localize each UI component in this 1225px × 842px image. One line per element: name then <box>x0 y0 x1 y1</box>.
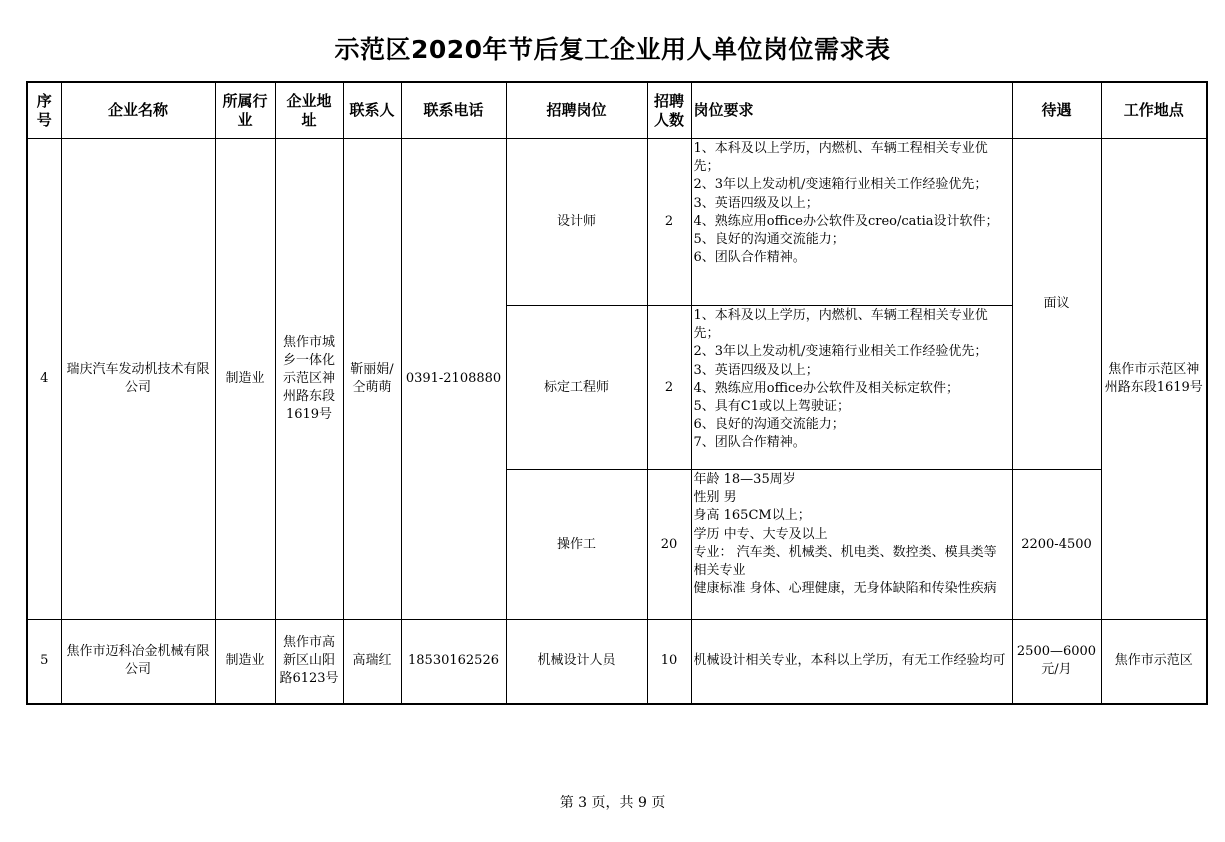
position-count: 2 <box>647 306 691 470</box>
header-company-name: 企业名称 <box>61 82 215 139</box>
header-row <box>27 82 1207 139</box>
header-industry: 所属行 业 <box>215 82 275 139</box>
header-location: 工作地点 <box>1101 82 1207 139</box>
requirement-line: 5、良好的沟通交流能力； <box>693 232 845 248</box>
requirement-line: 性别 男 <box>693 490 737 506</box>
phone: 18530162526 <box>401 620 506 704</box>
industry: 制造业 <box>215 620 275 704</box>
position-title: 设计师 <box>506 139 647 306</box>
table-row <box>27 139 1207 306</box>
position-requirements <box>691 470 1012 620</box>
treatment: 2500—6000元/月 <box>1012 620 1101 704</box>
table-row <box>27 620 1207 704</box>
requirement-line: 年龄 18—35周岁 <box>693 472 796 487</box>
treatment: 面议 <box>1012 139 1101 470</box>
position-requirements <box>691 306 1012 470</box>
row-no: 4 <box>27 139 61 620</box>
address: 焦作市高新区山阳路6123号 <box>275 620 343 704</box>
requirement-line: 学历 中专、大专及以上 <box>693 526 828 542</box>
row-no: 5 <box>27 620 61 704</box>
position-title: 操作工 <box>506 470 647 620</box>
requirement-line: 2、3年以上发动机/变速箱行业相关工作经验优先； <box>693 177 988 193</box>
phone: 0391-2108880 <box>401 139 506 620</box>
position-count: 2 <box>647 139 691 306</box>
address: 焦作市城乡一体化示范区神州路东段1619号 <box>275 139 343 620</box>
requirement-line: 4、熟练应用office办公软件及creo/catia设计软件； <box>693 213 999 229</box>
work-location: 焦作市示范区神州路东段1619号 <box>1101 139 1207 620</box>
requirement-line: 4、熟练应用office办公软件及相关标定软件； <box>693 380 959 396</box>
header-treatment: 待遇 <box>1012 82 1101 139</box>
page-title: 示范区2020年节后复工企业用人单位岗位需求表 <box>334 35 891 64</box>
header-requirements: 岗位要求 <box>691 82 1012 139</box>
requirement-line: 机械设计相关专业，本科以上学历，有无工作经验均可 <box>693 653 1006 669</box>
contact: 高瑞红 <box>343 620 401 704</box>
work-location: 焦作市示范区 <box>1101 620 1207 704</box>
position-count: 10 <box>647 620 691 704</box>
position-count: 20 <box>647 470 691 620</box>
contact: 靳丽娟/仝萌萌 <box>343 139 401 620</box>
header-phone: 联系电话 <box>401 82 506 139</box>
job-demand-table <box>26 81 1208 705</box>
industry: 制造业 <box>215 139 275 620</box>
treatment: 2200-4500 <box>1012 470 1101 620</box>
requirement-line: 7、团队合作精神。 <box>693 435 806 451</box>
header-no: 序号 <box>27 82 61 139</box>
requirement-line: 健康标准 身体、心理健康，无身体缺陷和传染性疾病 <box>693 581 997 597</box>
requirement-line: 身高 165CM以上； <box>693 508 811 524</box>
requirement-line: 5、具有C1或以上驾驶证； <box>693 399 850 415</box>
header-count: 招聘 人数 <box>647 82 691 139</box>
requirement-line: 6、良好的沟通交流能力； <box>693 417 845 433</box>
header-address: 企业地 址 <box>275 82 343 139</box>
position-title: 机械设计人员 <box>506 620 647 704</box>
requirement-line: 专业： 汽车类、机械类、机电类、数控类、模具类等相关专业 <box>693 544 997 579</box>
requirement-line: 1、本科及以上学历，内燃机、车辆工程相关专业优先； <box>693 141 988 175</box>
header-position: 招聘岗位 <box>506 82 647 139</box>
requirement-line: 1、本科及以上学历，内燃机、车辆工程相关专业优先； <box>693 308 988 342</box>
company-name: 瑞庆汽车发动机技术有限公司 <box>61 139 215 620</box>
requirement-line: 3、英语四级及以上； <box>693 362 819 378</box>
requirement-line: 6、团队合作精神。 <box>693 250 806 266</box>
requirement-line: 3、英语四级及以上； <box>693 195 819 211</box>
header-contact: 联系人 <box>343 82 401 139</box>
position-requirements <box>691 620 1012 704</box>
company-name: 焦作市迈科冶金机械有限公司 <box>61 620 215 704</box>
position-title: 标定工程师 <box>506 306 647 470</box>
page-footer: 第 3 页，共 9 页 <box>559 795 666 811</box>
position-requirements <box>691 139 1012 306</box>
requirement-line: 2、3年以上发动机/变速箱行业相关工作经验优先； <box>693 344 988 360</box>
